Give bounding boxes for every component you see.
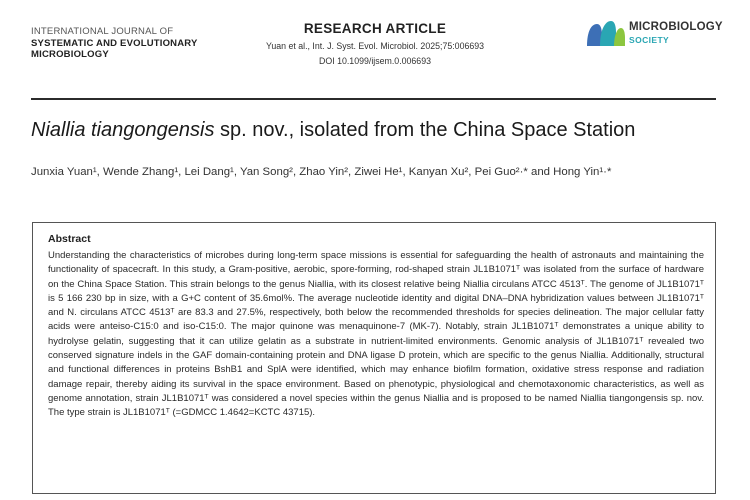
microbiology-society-logo[interactable] — [583, 16, 743, 52]
abstract-text: Understanding the characteristics of microbes during long-term space missions is essential for safeguarding the health of astronauts and maintaining the functionality of spacecraft. In this study, a Gram-positive, aerobic, spore-forming, rod-shaped strain JL1B1071ᵀ was isolated from the surface of hardware on the China Space Station. This strain belongs to the genus Niallia, with its closest relative being Niallia circulans ATCC 4513ᵀ. The genome of JL1B1071ᵀ is 5 166 230 bp in size, with a G+C content of 35.6mol%. The average nucleotide identity and digital DNA–DNA hybridization values between JL1B1071ᵀ and N. circulans ATCC 4513ᵀ are 83.3 and 27.5%, respectively, both below the recommended thresholds for species delineation. The major cellular fatty acids were anteiso-C15:0 and iso-C15:0. The major quinone was menaquinone-7 (MK-7). Notably, strain JL1B1071ᵀ demonstrates a unique ability to hydrolyse gelatin, suggesting that it can utilize gelatin as a substrate in nutrient-limited environments. Genomic analysis of JL1B1071ᵀ revealed two conserved signature indels in the GAF domain-containing protein and DNA ligase D protein, which are specific to the genus Niallia. Additionally, structural and functional differences in proteins BshB1 and SplA were identified, which may enhance biofilm formation, oxidative stress response and radiation damage repair, thereby aiding its survival in the space environment. Based on phenotypic, physiological and chemotaxonomic characteristics, as well as genome annotation, strain JL1B1071ᵀ was considered a novel species within the genus Niallia and is proposed to be named Niallia tiangongensis sp. nov. The type strain is JL1B1071ᵀ (=GDMCC 1.4642=KCTC 43715). — [48, 250, 704, 419]
article-header — [250, 21, 500, 66]
abstract-heading: Abstract — [48, 233, 91, 245]
journal-name-line3: MICROBIOLOGY — [31, 49, 109, 60]
citation: Yuan et al., Int. J. Syst. Evol. Microbiol. 2025;75:006693 — [265, 41, 485, 51]
article-title-rest: sp. nov., isolated from the China Space Station — [214, 119, 636, 141]
abstract-box — [32, 222, 716, 494]
header-divider — [31, 98, 716, 100]
author-list: Junxia Yuan¹, Wende Zhang¹, Lei Dang¹, Yan Song², Zhao Yin², Ziwei He¹, Kanyan Xu², Pei Guo²·* and Hong Yin¹·* — [31, 166, 612, 178]
logo-mark-icon — [583, 16, 627, 52]
abstract-body — [48, 249, 704, 421]
journal-name-line2: SYSTEMATIC AND EVOLUTIONARY — [31, 37, 198, 49]
article-title-species: Niallia tiangongensis — [31, 119, 215, 141]
logo-name: MICROBIOLOGY — [629, 21, 723, 33]
article-title — [31, 119, 721, 142]
journal-name — [31, 26, 198, 61]
article-type: RESEARCH ARTICLE — [303, 21, 447, 36]
logo-sub: SOCIETY — [629, 35, 670, 45]
doi-link[interactable]: DOI 10.1099/ijsem.0.006693 — [319, 56, 431, 66]
journal-name-line1: INTERNATIONAL JOURNAL OF — [31, 26, 174, 37]
